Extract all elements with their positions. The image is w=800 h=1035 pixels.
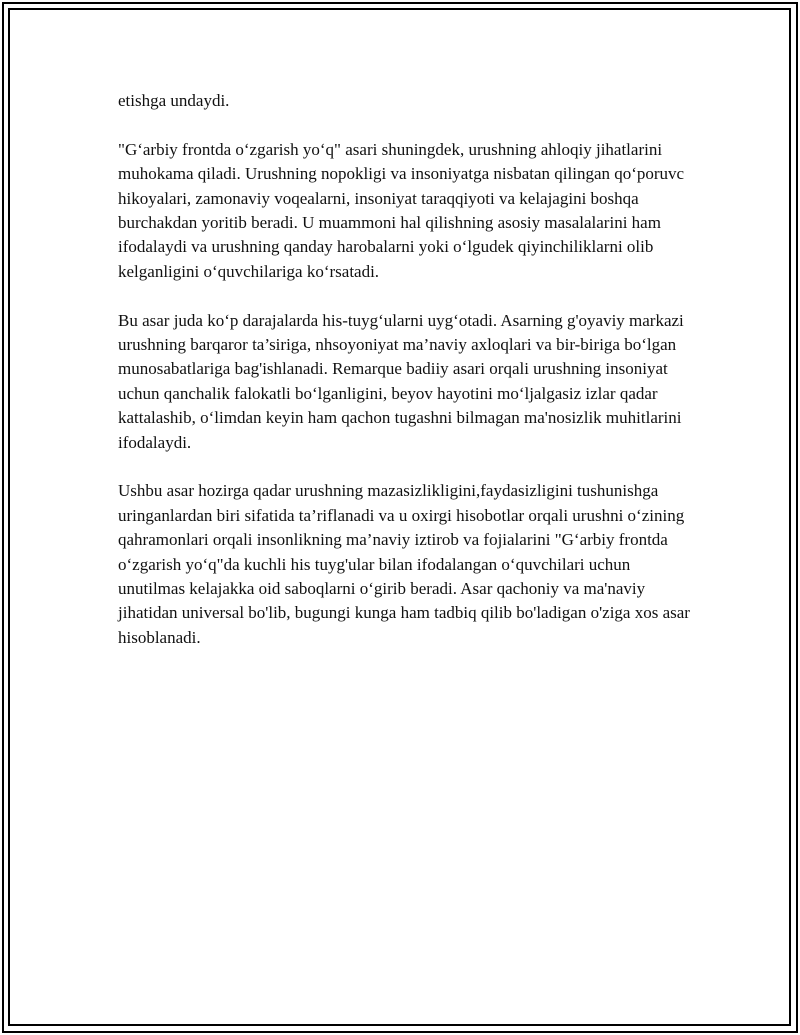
paragraph-2: "G‘arbiy frontda o‘zgarish yo‘q" asari shuningdek, urushning ahloqiy jihatlarini muhokama qiladi. Urushning nopokligi va insoniyatga nisbatan qilingan qo‘poruvc hikoyalari, zamonaviy voqealarni, insoniyat taraqqiyoti va kelajagini boshqa burchakdan yoritib beradi. U muammoni hal qilishning asosiy masalalarini ham ifodalaydi va urushning qanday harobalarni yoki o‘lgudek qiyinchiliklarni olib kelganligini o‘quvchilariga ko‘rsatadi. (118, 139, 685, 281)
document-body (118, 89, 690, 675)
paragraph-1: etishga undaydi. (118, 91, 230, 110)
paragraph-4: Ushbu asar hozirga qadar urushning mazasizlikligini,faydasizligini tushunishga uringanlardan biri sifatida ta’riflanadi va u oxirgi hisobotlar orqali urushni o‘zining qahramonlari orqali insonlikning ma’naviy iztirob va fojialarini "G‘arbiy frontda o‘zgarish yo‘q"da kuchli his tuyg'ular bilan ifodalangan o‘quvchilari uchun unutilmas kelajakka oid saboqlarni o‘girib beradi. Asar qachoniy va ma'naviy jihatidan universal bo'lib, bugungi kunga ham tadbiq qilib bo'ladigan o'ziga xos asar hisoblanadi. (118, 481, 690, 647)
paragraph-3: Bu asar juda ko‘p darajalarda his-tuyg‘ularni uyg‘otadi. Asarning g'oyaviy markazi urushning barqaror ta’siriga, nhsoyoniyat ma’naviy axloqlari va bir-biriga bo‘lgan munosabatlariga bag'ishlanadi. Remarque badiiy asari orqali urushning insoniyat uchun qanchalik falokatli bo‘lganligini, beyov hayotini mo‘ljalgasiz izlar qadar kattalashib, o‘limdan keyin ham qachon tugashni bilmagan ma'nosizlik muhitlarini ifodalaydi. (118, 310, 684, 452)
